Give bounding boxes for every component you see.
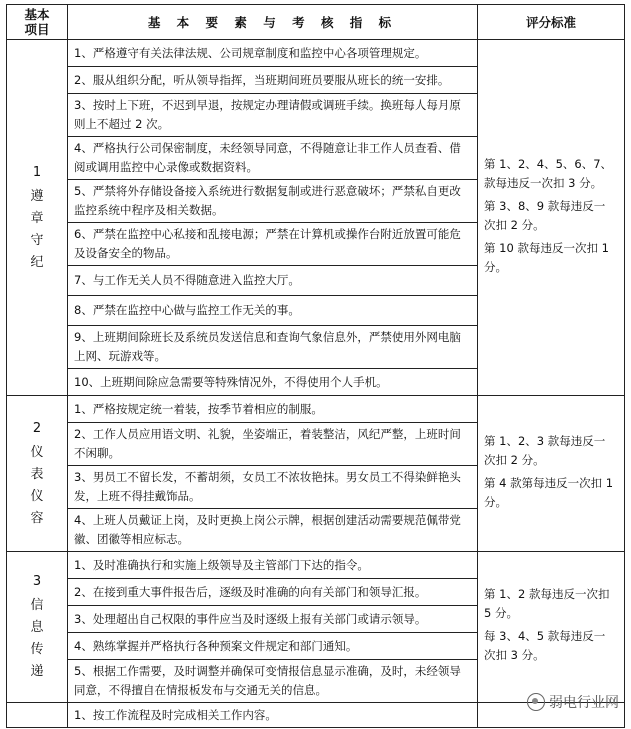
category-char: 传 — [30, 642, 44, 657]
criteria-item: 9、上班期间除班长及系统员发送信息和查询气象信息外，严禁使用外网电脑上网、玩游戏等。 — [68, 326, 478, 369]
criteria-item: 2、在接到重大事件报告后，逐级及时准确的向有关部门和领导汇报。 — [68, 579, 478, 606]
assessment-table — [6, 4, 625, 728]
category-char: 容 — [30, 510, 44, 526]
header-row — [7, 5, 625, 40]
criteria-item: 2、服从组织分配，听从领导指挥，当班期间班员要服从班长的统一安排。 — [68, 67, 478, 94]
scoring-rule: 第 3、8、9 款每违反一次扣 2 分。 — [484, 198, 606, 232]
scoring-rule: 第 4 款第每违反一次扣 1 分。 — [484, 475, 614, 509]
criteria-item: 2、工作人员应用语文明、礼貌，坐姿端正，着装整洁，风纪严整，上班时间不闲聊。 — [68, 423, 478, 466]
criteria-item: 4、熟练掌握并严格执行各种预案文件规定和部门通知。 — [68, 633, 478, 660]
category-char: 表 — [30, 466, 44, 482]
criteria-item: 3、处理超出自己权限的事件应当及时逐级上报有关部门或请示领导。 — [68, 606, 478, 633]
wechat-logo-icon — [527, 693, 545, 711]
scoring-cell — [478, 40, 625, 396]
criteria-item: 5、严禁将外存储设备接入系统进行数据复制或进行恶意破坏；严禁私自更改监控系统中程序及相关数据。 — [68, 180, 478, 223]
criteria-item: 1、严格按规定统一着装，按季节着相应的制服。 — [68, 396, 478, 423]
category-char: 仪 — [30, 444, 44, 460]
category-char: 仪 — [30, 488, 44, 504]
table-row — [7, 40, 625, 67]
scoring-rule: 每 3、4、5 款每违反一次扣 3 分。 — [484, 629, 606, 662]
criteria-item: 10、上班期间除应急需要等特殊情况外，不得使用个人手机。 — [68, 369, 478, 396]
scoring-rule: 第 1、2、3 款每违反一次扣 2 分。 — [484, 433, 606, 467]
criteria-item: 1、严格遵守有关法律法规、公司规章制度和监控中心各项管理规定。 — [68, 40, 478, 67]
category-char: 纪 — [30, 254, 44, 270]
header-scoring: 评分标准 — [478, 5, 625, 40]
category-cell — [7, 396, 68, 552]
scoring-cell — [478, 396, 625, 552]
criteria-item: 3、男员工不留长发，不蓄胡须，女员工不浓妆艳抹。男女员工不得染鲜艳头发，上班不得挂戴饰品。 — [68, 466, 478, 509]
criteria-item: 8、严禁在监控中心做与监控工作无关的事。 — [68, 296, 478, 326]
scoring-cell — [478, 552, 625, 703]
category-char: 章 — [30, 210, 44, 226]
header-criteria: 基 本 要 素 与 考 核 指 标 — [68, 5, 478, 40]
watermark — [527, 692, 619, 712]
category-char: 守 — [30, 232, 44, 248]
scoring-rule: 第 1、2 款每违反一次扣 5 分。 — [484, 587, 610, 620]
criteria-item: 6、严禁在监控中心私接和乱接电源；严禁在计算机或操作台附近放置可能危及设备安全的物品。 — [68, 223, 478, 266]
criteria-item: 1、及时准确执行和实施上级领导及主管部门下达的指令。 — [68, 552, 478, 579]
criteria-item: 7、与工作无关人员不得随意进入监控大厅。 — [68, 266, 478, 296]
criteria-item: 4、严格执行公司保密制度，未经领导同意，不得随意让非工作人员查看、借阅或调用监控中心录像或数据资料。 — [68, 137, 478, 180]
header-basic-item: 基本 项目 — [7, 5, 68, 40]
category-char: 3 — [32, 574, 42, 589]
table-row — [7, 552, 625, 579]
category-cell — [7, 552, 68, 703]
scoring-rule: 第 10 款每违反一次扣 1 分。 — [484, 240, 609, 274]
category-char: 息 — [30, 620, 44, 635]
category-cell — [7, 40, 68, 396]
criteria-item: 3、按时上下班，不迟到早退，按规定办理请假或调班手续。换班每人每月原则上不超过 2 次。 — [68, 94, 478, 137]
scoring-rule: 第 1、2、4、5、6、7、款每违反一次扣 3 分。 — [484, 156, 613, 190]
watermark-text: 弱电行业网 — [549, 695, 619, 711]
criteria-item: 4、上班人员戴证上岗，及时更换上岗公示牌，根据创建活动需要规范佩带党徽、团徽等相应标志。 — [68, 509, 478, 552]
category-cell — [7, 703, 68, 728]
criteria-item: 1、按工作流程及时完成相关工作内容。 — [68, 703, 478, 728]
table-row — [7, 396, 625, 423]
category-char: 递 — [30, 664, 44, 679]
category-char: 2 — [32, 420, 42, 436]
category-char: 1 — [32, 164, 42, 180]
criteria-item: 5、根据工作需要，及时调整并确保可变情报信息显示准确，及时，未经领导同意，不得擅自在情报板发布与交通无关的信息。 — [68, 660, 478, 703]
category-char: 遵 — [30, 188, 44, 204]
category-char: 信 — [30, 598, 44, 613]
